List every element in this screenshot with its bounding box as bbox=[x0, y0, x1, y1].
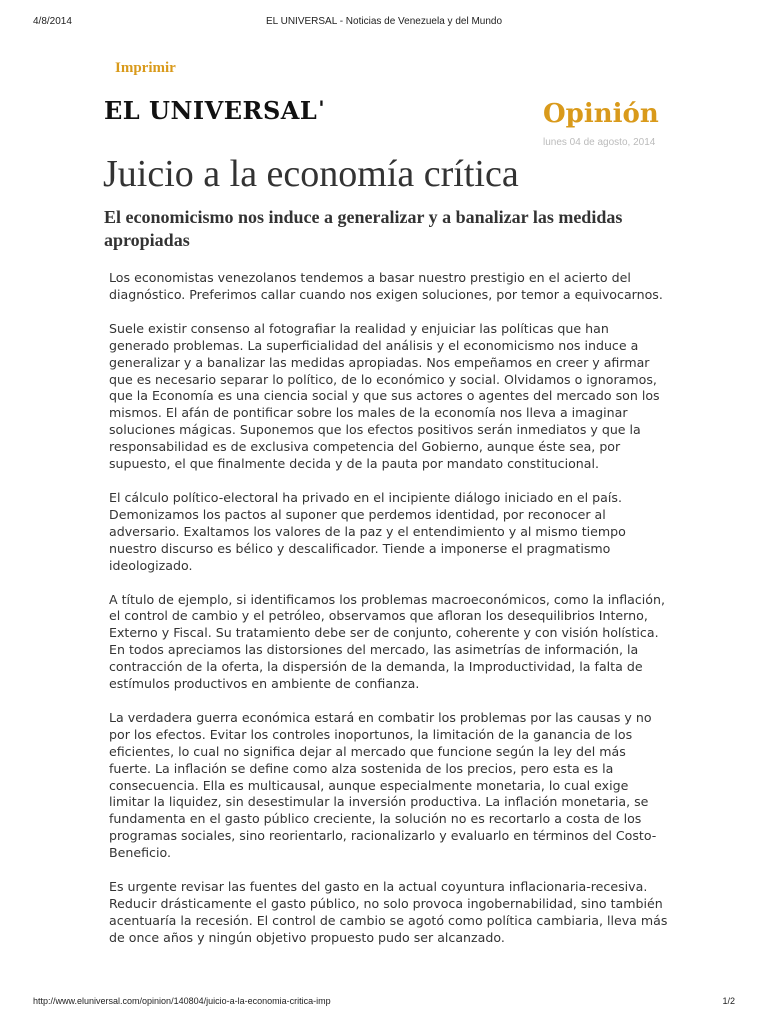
print-header bbox=[0, 8, 768, 27]
article-body bbox=[109, 270, 669, 964]
site-logo[interactable] bbox=[104, 96, 325, 125]
logo-text: EL UNIVERSAL bbox=[104, 96, 318, 125]
article-paragraph: Es urgente revisar las fuentes del gasto en la actual coyuntura inflacionaria-recesiva. Reducir drásticamente el gasto público, no solo provoca ingobernabilidad, sino también acentuaría la recesión. El control de cambio se agotó como política cambiaria, lleva más de once años y ningún objetivo propuesto pudo ser alcanzado. bbox=[109, 879, 668, 945]
article-paragraph: Los economistas venezolanos tendemos a basar nuestro prestigio en el acierto del diagnóstico. Preferimos callar cuando nos exigen soluciones, por temor a equivocarnos. bbox=[109, 270, 663, 302]
print-date: 4/8/2014 bbox=[33, 16, 72, 27]
article-subtitle: El economicismo nos induce a generalizar y a banalizar las medidas apropiadas bbox=[104, 207, 623, 250]
article-paragraph: El cálculo político-electoral ha privado en el incipiente diálogo iniciado en el país. Demonizamos los pactos al suponer que perdemos identidad, por reconocer al adversario. Exaltamos los valores de la paz y el entendimiento y al mismo tiempo nuestro discurso es bélico y descalificador. Tiende a imponerse el pragmatismo ideologizado. bbox=[109, 489, 626, 573]
print-page-title: EL UNIVERSAL - Noticias de Venezuela y del Mundo bbox=[265, 16, 503, 27]
print-link[interactable]: Imprimir bbox=[115, 60, 176, 76]
print-footer bbox=[0, 988, 768, 1004]
print-url: http://www.eluniversal.com/opinion/140804/juicio-a-la-economia-critica-imp bbox=[33, 996, 331, 1006]
logo-mark: ' bbox=[318, 96, 325, 120]
page-count: 1/2 bbox=[722, 996, 735, 1006]
section-name: Opinión bbox=[543, 99, 659, 129]
article-title: Juicio a la economía crítica bbox=[103, 153, 519, 195]
article-paragraph: A título de ejemplo, si identificamos los problemas macroeconómicos, como la inflación, el control de cambio y el petróleo, observamos que afloran los desequilibrios Interno, Externo y Fiscal. Su tratamiento debe ser de conjunto, coherente y con visión holística. En todos apreciamos las distorsiones del mercado, las asimetrías de información, la contracción de la oferta, la dispersión de la demanda, la Improductividad, la falta de estímulos productivos en ambiente de confianza. bbox=[109, 591, 666, 692]
article-paragraph: Suele existir consenso al fotografiar la realidad y enjuiciar las políticas que han generado problemas. La superficialidad del análisis y el economicismo nos induce a generalizar y a banalizar las medidas apropiadas. Nos empeñamos en creer y afirmar que es necesario separar lo político, de lo económico y social. Olvidamos o ignoramos, que la Economía es una ciencia social y que sus actores o agentes del mercado son los mismos. El afán de pontificar sobre los males de la economía nos lleva a imaginar soluciones mágicas. Suponemos que los efectos positivos serán inmediatos y que la responsabilidad es de exclusiva competencia del Gobierno, aunque éste sea, por supuesto, el que finalmente decida y de la pauta por mandato constitucional. bbox=[109, 320, 660, 472]
article-paragraph: La verdadera guerra económica estará en combatir los problemas por las causas y no por los efectos. Evitar los controles inoportunos, la limitación de la ganancia de los eficientes, lo cual no significa dejar al mercado que funcione según la ley del más fuerte. La inflación se define como alza sostenida de los precios, pero esta es la consecuencia. Ella es multicausal, aunque especialmente monetaria, lo cual exige limitar la liquidez, sin desestimular la inversión productiva. La inflación monetaria, se fundamenta en el gasto público creciente, la solución no es recortarlo a costa de los programas sociales, sino reorientarlo, racionalizarlo y evaluarlo en términos del Costo-Beneficio. bbox=[109, 709, 657, 861]
article-date: lunes 04 de agosto, 2014 bbox=[543, 137, 656, 148]
